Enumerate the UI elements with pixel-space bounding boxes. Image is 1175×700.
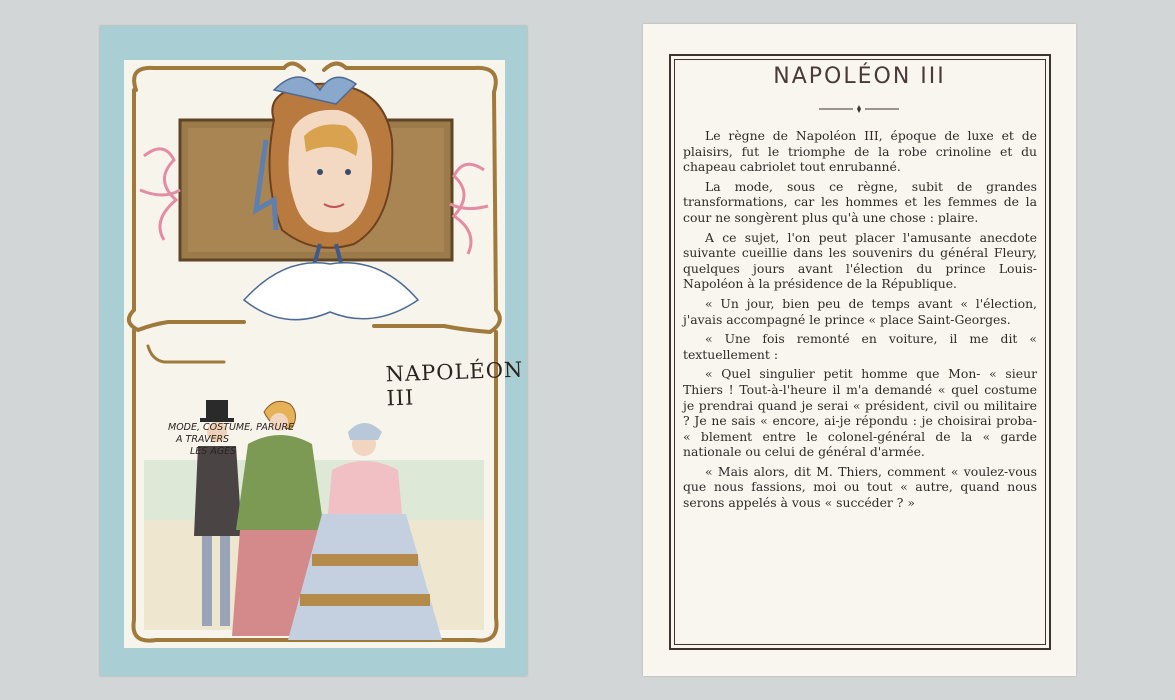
card-front-title: NAPOLÉON III	[385, 357, 524, 411]
card-front	[100, 26, 527, 676]
series-caption-line: A TRAVERS	[176, 434, 230, 445]
text-paragraph: « Quel singulier petit homme que Mon- « sieur Thiers ! Tout-à-l'heure il m'a demandé « quel costume je prendrai quand je serai « président, civil ou militaire ? Je ne sais « encore, ai-je répondu : je choisirai proba- « blement entre le colonel-général de la « garde nationale ou celui de général d'armée.	[683, 366, 1037, 460]
card-back-text	[683, 128, 1037, 515]
card-front-illustration	[124, 60, 505, 648]
pink-ribbon-left	[140, 149, 180, 240]
card-front-panel	[124, 60, 524, 648]
card-back-title: NAPOLÉON III	[773, 64, 946, 89]
text-paragraph: « Une fois remonté en voiture, il me dit « textuellement :	[683, 331, 1037, 362]
text-paragraph: A ce sujet, l'on peut placer l'amusante anecdote suivante cueillie dans les souvenirs du général Fleury, quelques jours avant l'élection du prince Louis-Napoléon à la présidence de la République.	[683, 229, 1037, 292]
series-caption	[168, 422, 308, 458]
text-paragraph: La mode, sous ce règne, subit de grandes transformations, car les hommes et les femmes de la cour ne songèrent plus qu'à une chose : plaire.	[683, 178, 1037, 225]
text-paragraph: « Mais alors, dit M. Thiers, comment « voulez-vous que nous fassions, moi ou tout « autre, quand nous serons appelés à vous « succéder ? »	[683, 463, 1037, 511]
series-caption-line: LES AGES	[190, 446, 237, 457]
text-paragraph: « Un jour, bien peu de temps avant « l'élection, j'avais accompagné le prince « place Saint-Georges.	[683, 295, 1037, 327]
pink-ribbon-right	[450, 164, 488, 254]
card-back	[643, 24, 1076, 676]
title-ornament	[819, 104, 899, 114]
text-paragraph: Le règne de Napoléon III, époque de luxe et de plaisirs, fut le triomphe de la robe crinoline et du chapeau cabriolet tout enrubanné.	[683, 128, 1037, 175]
series-caption-line: MODE, COSTUME, PARURE	[168, 422, 295, 433]
